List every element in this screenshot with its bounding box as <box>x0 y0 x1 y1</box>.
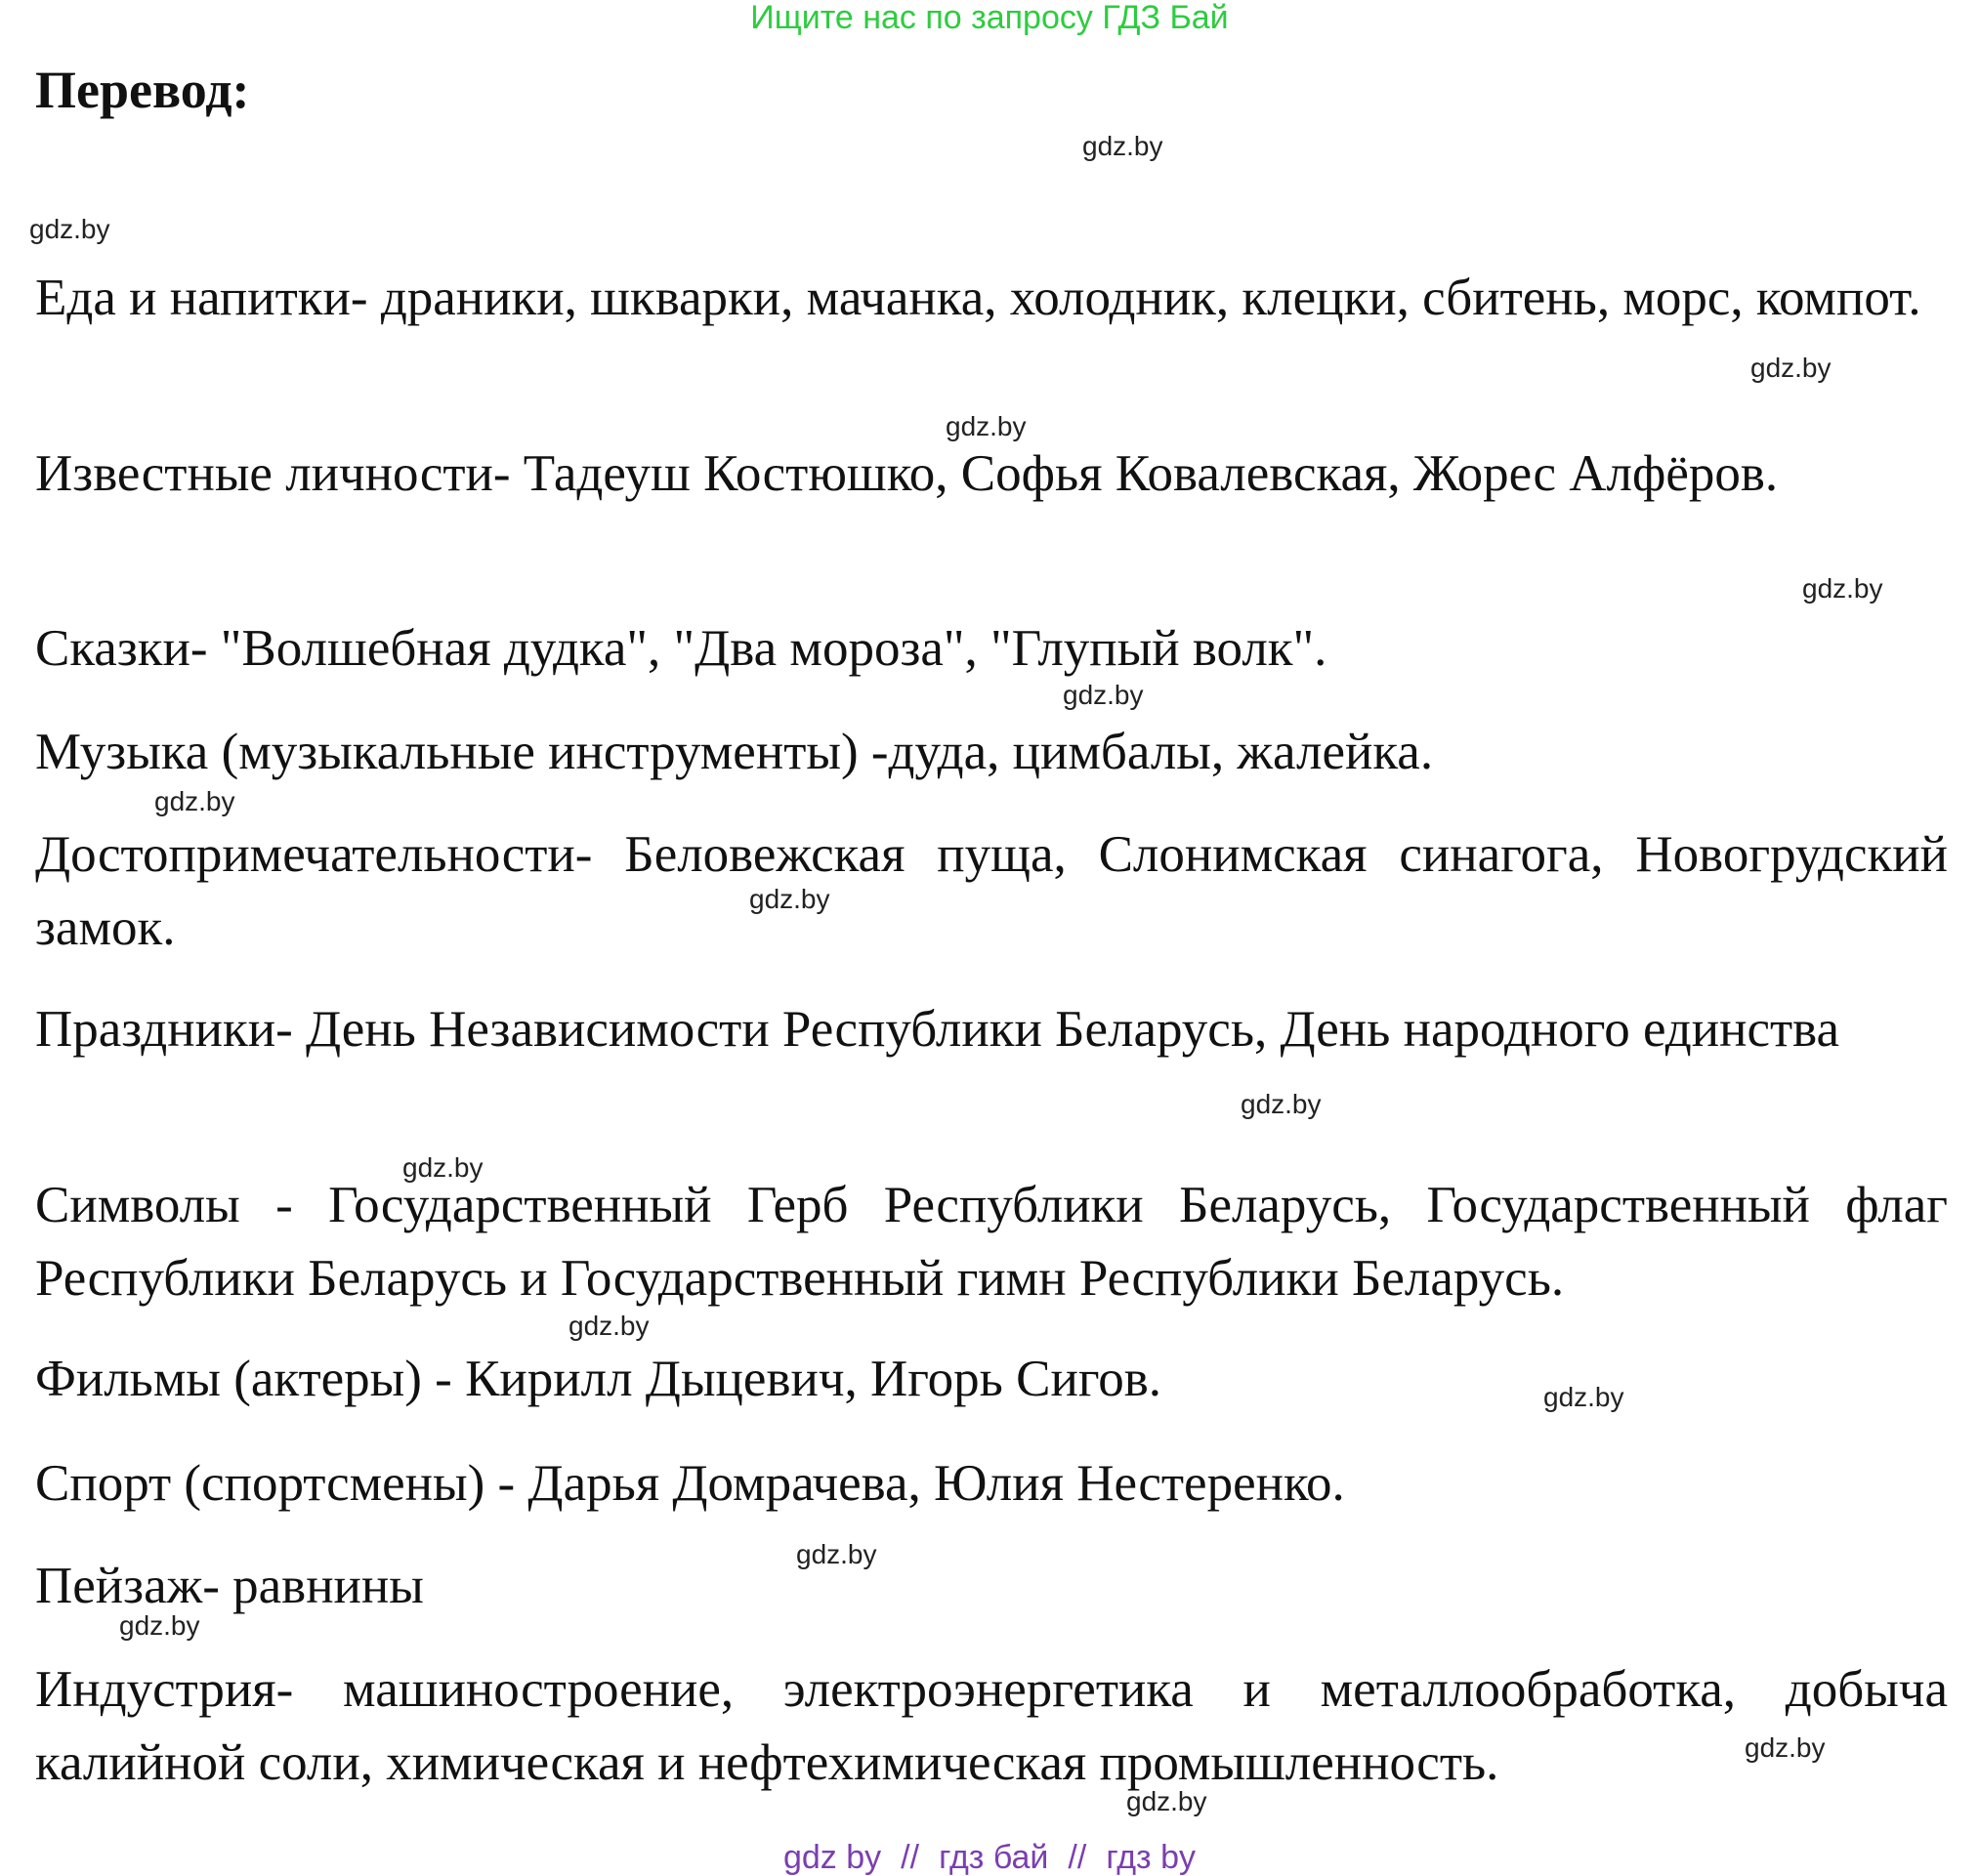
watermark: gdz.by <box>749 884 830 914</box>
watermark: gdz.by <box>29 214 110 244</box>
footer-separator: // <box>1068 1839 1087 1876</box>
paragraph-sport: Спорт (спортсмены) - Дарья Домрачева, Юлия Нестеренко. <box>35 1455 1345 1512</box>
page-title: Перевод: <box>35 61 250 119</box>
watermark: gdz.by <box>1750 353 1832 383</box>
footer-links <box>0 1840 1979 1875</box>
footer-link-gdz-bai[interactable]: гдз бай <box>939 1839 1049 1876</box>
search-banner: Ищите нас по запросу ГДЗ Бай <box>750 0 1229 36</box>
paragraph-films: Фильмы (актеры) - Кирилл Дыцевич, Игорь Сигов. <box>35 1351 1162 1407</box>
watermark: gdz.by <box>1543 1382 1624 1412</box>
paragraph-sights: Достопримечательности- Беловежская пуща, Слонимская синагога, Новогрудский замок. <box>35 826 1948 956</box>
watermark: gdz.by <box>1063 680 1144 710</box>
watermark: gdz.by <box>1745 1732 1826 1763</box>
watermark: gdz.by <box>1126 1786 1207 1816</box>
paragraph-music: Музыка (музыкальные инструменты) -дуда, цимбалы, жалейка. <box>35 724 1434 780</box>
watermark: gdz.by <box>1241 1089 1322 1119</box>
footer-link-gdz-by[interactable]: gdz by <box>782 1839 882 1876</box>
watermark: gdz.by <box>1082 131 1163 161</box>
paragraph-landscape: Пейзаж- равнины <box>35 1558 424 1614</box>
paragraph-symbols: Символы - Государственный Герб Республики Беларусь, Государственный флаг Республики Беларусь и Государственный гимн Республики Беларусь. <box>35 1177 1948 1307</box>
watermark: gdz.by <box>946 411 1027 441</box>
paragraph-holidays: Праздники- День Независимости Республики Беларусь, День народного единства <box>35 1001 1840 1058</box>
footer-separator: // <box>901 1839 920 1876</box>
watermark: gdz.by <box>154 786 235 816</box>
footer-link-gdz-by-cyr[interactable]: гдз by <box>1106 1839 1196 1876</box>
paragraph-people: Известные личности- Тадеуш Костюшко, Софья Ковалевская, Жорес Алфёров. <box>35 445 1779 502</box>
watermark: gdz.by <box>119 1610 200 1641</box>
paragraph-industry: Индустрия- машиностроение, электроэнергетика и металлообработка, добыча калийной соли, химическая и нефтехимическая промышленность. <box>35 1661 1948 1791</box>
watermark: gdz.by <box>796 1539 877 1569</box>
paragraph-fairy-tales: Сказки- "Волшебная дудка", "Два мороза", "Глупый волк". <box>35 620 1327 677</box>
watermark: gdz.by <box>402 1152 484 1183</box>
watermark: gdz.by <box>568 1311 650 1341</box>
watermark: gdz.by <box>1802 573 1883 604</box>
paragraph-food: Еда и напитки- драники, шкварки, мачанка, холодник, клецки, сбитень, морс, компот. <box>35 270 1921 326</box>
